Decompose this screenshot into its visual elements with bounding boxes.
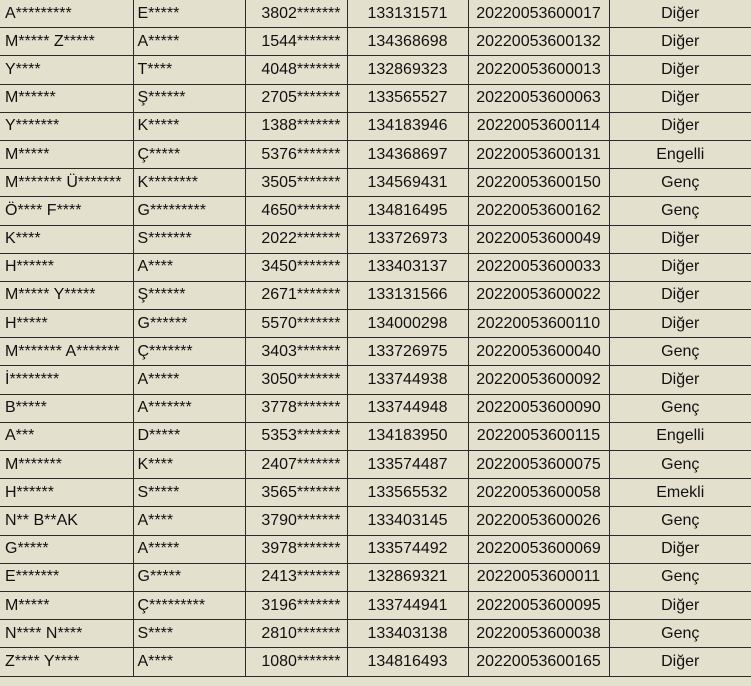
cell-surname: G********* bbox=[133, 197, 245, 225]
cell-application-number: 20220053600063 bbox=[468, 84, 609, 112]
cell-phone: 4048******* bbox=[245, 56, 347, 84]
cell-id-number: 133574492 bbox=[347, 535, 468, 563]
cell-phone: 3450******* bbox=[245, 253, 347, 281]
cell-name: M***** Y***** bbox=[0, 281, 133, 309]
cell-id-number: 133565532 bbox=[347, 479, 468, 507]
cell-phone: 1544******* bbox=[245, 28, 347, 56]
cell-phone: 2022******* bbox=[245, 225, 347, 253]
cell-name: A********* bbox=[0, 0, 133, 28]
cell-category: Diğer bbox=[609, 310, 751, 338]
cell-name: E******* bbox=[0, 563, 133, 591]
cell-name: G***** bbox=[0, 535, 133, 563]
cell-phone: 3978******* bbox=[245, 535, 347, 563]
cell-id-number: 134183950 bbox=[347, 422, 468, 450]
cell-category: Genç bbox=[609, 620, 751, 648]
cell-surname: Ş****** bbox=[133, 84, 245, 112]
cell-surname: S**** bbox=[133, 620, 245, 648]
cell-surname: S******* bbox=[133, 225, 245, 253]
cell-surname: T**** bbox=[133, 56, 245, 84]
cell-id-number: 133744941 bbox=[347, 591, 468, 619]
cell-name: M***** bbox=[0, 591, 133, 619]
cell-name: M******* bbox=[0, 451, 133, 479]
cell-name: M***** Z***** bbox=[0, 28, 133, 56]
cell-id-number: 133403137 bbox=[347, 253, 468, 281]
table-row bbox=[0, 620, 751, 648]
table-row bbox=[0, 253, 751, 281]
cell-id-number: 133744948 bbox=[347, 394, 468, 422]
cell-name: Y**** bbox=[0, 56, 133, 84]
table-row bbox=[0, 28, 751, 56]
cell-category: Genç bbox=[609, 563, 751, 591]
cell-application-number: 20220053600022 bbox=[468, 281, 609, 309]
table-row bbox=[0, 338, 751, 366]
cell-phone: 3050******* bbox=[245, 366, 347, 394]
cell-application-number: 20220053600033 bbox=[468, 253, 609, 281]
cell-surname: A***** bbox=[133, 366, 245, 394]
cell-application-number: 20220053600165 bbox=[468, 648, 609, 676]
table-row bbox=[0, 225, 751, 253]
cell-surname: Ç******* bbox=[133, 338, 245, 366]
cell-phone: 3790******* bbox=[245, 507, 347, 535]
cell-name: M******* Ü******* bbox=[0, 169, 133, 197]
cell-category: Genç bbox=[609, 338, 751, 366]
cell-surname: D***** bbox=[133, 422, 245, 450]
table-row bbox=[0, 169, 751, 197]
cell-name: H****** bbox=[0, 253, 133, 281]
table-row bbox=[0, 648, 751, 676]
cell-name: M***** bbox=[0, 140, 133, 168]
cell-category: Emekli bbox=[609, 479, 751, 507]
cell-surname: A**** bbox=[133, 507, 245, 535]
cell-application-number: 20220053600092 bbox=[468, 366, 609, 394]
table-row bbox=[0, 84, 751, 112]
cell-name: M****** bbox=[0, 84, 133, 112]
cell-id-number: 134368698 bbox=[347, 28, 468, 56]
table-row bbox=[0, 0, 751, 28]
cell-id-number: 133131571 bbox=[347, 0, 468, 28]
cell-id-number: 133726973 bbox=[347, 225, 468, 253]
cell-category: Diğer bbox=[609, 591, 751, 619]
cell-category: Genç bbox=[609, 169, 751, 197]
cell-phone: 5376******* bbox=[245, 140, 347, 168]
cell-surname: S***** bbox=[133, 479, 245, 507]
cell-phone: 2705******* bbox=[245, 84, 347, 112]
cell-surname: G****** bbox=[133, 310, 245, 338]
cell-surname: Ç***** bbox=[133, 140, 245, 168]
cell-id-number: 133565527 bbox=[347, 84, 468, 112]
cell-phone: 4650******* bbox=[245, 197, 347, 225]
cell-phone: 3778******* bbox=[245, 394, 347, 422]
cell-id-number: 133574487 bbox=[347, 451, 468, 479]
cell-category: Diğer bbox=[609, 112, 751, 140]
cell-name: Ö**** F**** bbox=[0, 197, 133, 225]
cell-category: Diğer bbox=[609, 0, 751, 28]
cell-category: Diğer bbox=[609, 281, 751, 309]
cell-phone: 3403******* bbox=[245, 338, 347, 366]
cell-surname: A**** bbox=[133, 253, 245, 281]
cell-name: İ******** bbox=[0, 366, 133, 394]
cell-surname: K***** bbox=[133, 112, 245, 140]
table-row bbox=[0, 422, 751, 450]
cell-application-number: 20220053600038 bbox=[468, 620, 609, 648]
cell-id-number: 133403145 bbox=[347, 507, 468, 535]
cell-name: H****** bbox=[0, 479, 133, 507]
cell-phone: 2810******* bbox=[245, 620, 347, 648]
table-row bbox=[0, 56, 751, 84]
cell-application-number: 20220053600017 bbox=[468, 0, 609, 28]
cell-id-number: 134569431 bbox=[347, 169, 468, 197]
cell-name: N**** N**** bbox=[0, 620, 133, 648]
cell-application-number: 20220053600058 bbox=[468, 479, 609, 507]
cell-id-number: 132869321 bbox=[347, 563, 468, 591]
cell-name: N** B**AK bbox=[0, 507, 133, 535]
cell-name: M******* A******* bbox=[0, 338, 133, 366]
cell-phone: 2413******* bbox=[245, 563, 347, 591]
cell-category: Genç bbox=[609, 507, 751, 535]
cell-id-number: 132869323 bbox=[347, 56, 468, 84]
cell-application-number: 20220053600110 bbox=[468, 310, 609, 338]
cell-application-number: 20220053600150 bbox=[468, 169, 609, 197]
cell-id-number: 134183946 bbox=[347, 112, 468, 140]
table-row bbox=[0, 394, 751, 422]
cell-application-number: 20220053600026 bbox=[468, 507, 609, 535]
cell-phone: 3565******* bbox=[245, 479, 347, 507]
table-row bbox=[0, 563, 751, 591]
cell-name: H***** bbox=[0, 310, 133, 338]
cell-category: Diğer bbox=[609, 648, 751, 676]
cell-id-number: 134000298 bbox=[347, 310, 468, 338]
cell-application-number: 20220053600114 bbox=[468, 112, 609, 140]
table-row bbox=[0, 479, 751, 507]
cell-category: Engelli bbox=[609, 422, 751, 450]
cell-id-number: 133131566 bbox=[347, 281, 468, 309]
cell-surname: K**** bbox=[133, 451, 245, 479]
cell-surname: A***** bbox=[133, 28, 245, 56]
cell-category: Diğer bbox=[609, 366, 751, 394]
cell-phone: 2671******* bbox=[245, 281, 347, 309]
cell-phone: 5353******* bbox=[245, 422, 347, 450]
cell-category: Diğer bbox=[609, 28, 751, 56]
table-row bbox=[0, 281, 751, 309]
cell-category: Genç bbox=[609, 394, 751, 422]
cell-application-number: 20220053600115 bbox=[468, 422, 609, 450]
cell-name: B***** bbox=[0, 394, 133, 422]
table-row bbox=[0, 140, 751, 168]
cell-application-number: 20220053600069 bbox=[468, 535, 609, 563]
cell-application-number: 20220053600013 bbox=[468, 56, 609, 84]
cell-surname: A******* bbox=[133, 394, 245, 422]
table-row bbox=[0, 451, 751, 479]
cell-surname: K******** bbox=[133, 169, 245, 197]
cell-application-number: 20220053600049 bbox=[468, 225, 609, 253]
table-row bbox=[0, 507, 751, 535]
cell-category: Diğer bbox=[609, 535, 751, 563]
cell-id-number: 133726975 bbox=[347, 338, 468, 366]
cell-phone: 1388******* bbox=[245, 112, 347, 140]
table-row bbox=[0, 366, 751, 394]
cell-id-number: 134368697 bbox=[347, 140, 468, 168]
cell-application-number: 20220053600040 bbox=[468, 338, 609, 366]
cell-category: Diğer bbox=[609, 56, 751, 84]
cell-id-number: 134816493 bbox=[347, 648, 468, 676]
cell-phone: 1080******* bbox=[245, 648, 347, 676]
cell-application-number: 20220053600132 bbox=[468, 28, 609, 56]
cell-application-number: 20220053600131 bbox=[468, 140, 609, 168]
table-row bbox=[0, 591, 751, 619]
cell-id-number: 133403138 bbox=[347, 620, 468, 648]
cell-surname: Ş****** bbox=[133, 281, 245, 309]
cell-surname: Ç********* bbox=[133, 591, 245, 619]
cell-category: Diğer bbox=[609, 253, 751, 281]
cell-category: Engelli bbox=[609, 140, 751, 168]
cell-id-number: 133744938 bbox=[347, 366, 468, 394]
cell-application-number: 20220053600095 bbox=[468, 591, 609, 619]
cell-name: Y******* bbox=[0, 112, 133, 140]
cell-surname: E***** bbox=[133, 0, 245, 28]
cell-category: Diğer bbox=[609, 225, 751, 253]
cell-phone: 2407******* bbox=[245, 451, 347, 479]
cell-application-number: 20220053600011 bbox=[468, 563, 609, 591]
cell-application-number: 20220053600075 bbox=[468, 451, 609, 479]
cell-surname: A**** bbox=[133, 648, 245, 676]
cell-category: Genç bbox=[609, 197, 751, 225]
table-row bbox=[0, 197, 751, 225]
cell-phone: 3802******* bbox=[245, 0, 347, 28]
cell-category: Genç bbox=[609, 451, 751, 479]
table-row bbox=[0, 535, 751, 563]
cell-category: Diğer bbox=[609, 84, 751, 112]
table-row bbox=[0, 310, 751, 338]
cell-phone: 3196******* bbox=[245, 591, 347, 619]
cell-application-number: 20220053600162 bbox=[468, 197, 609, 225]
cell-name: K**** bbox=[0, 225, 133, 253]
cell-name: Z**** Y**** bbox=[0, 648, 133, 676]
cell-id-number: 134816495 bbox=[347, 197, 468, 225]
cell-surname: G***** bbox=[133, 563, 245, 591]
cell-phone: 5570******* bbox=[245, 310, 347, 338]
table-row bbox=[0, 112, 751, 140]
cell-name: A*** bbox=[0, 422, 133, 450]
cell-phone: 3505******* bbox=[245, 169, 347, 197]
cell-application-number: 20220053600090 bbox=[468, 394, 609, 422]
cell-surname: A***** bbox=[133, 535, 245, 563]
